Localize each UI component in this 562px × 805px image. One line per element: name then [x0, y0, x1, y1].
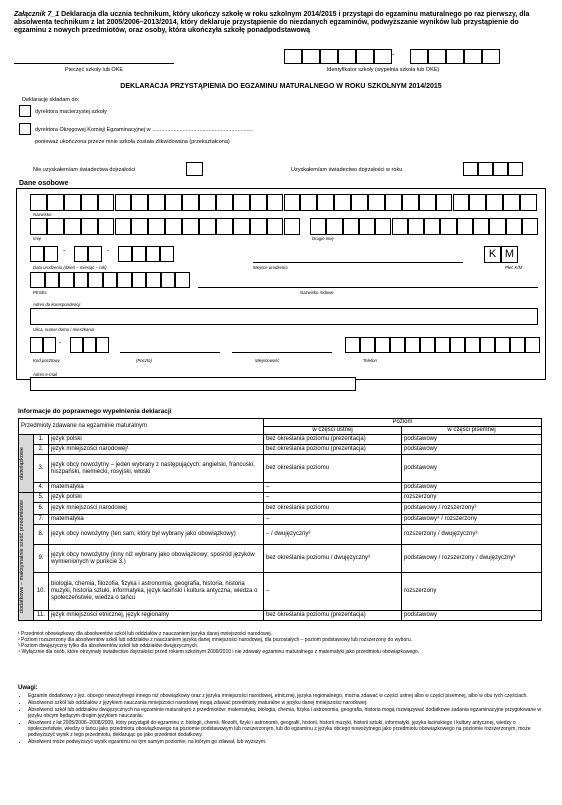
input-cell[interactable]	[469, 194, 486, 211]
input-cell[interactable]	[165, 218, 182, 235]
input-cell[interactable]	[428, 49, 446, 64]
input-cell[interactable]	[216, 218, 233, 235]
row-oral: bez określania poziomu	[264, 503, 402, 515]
sex-caption: Płeć K/M	[505, 265, 523, 270]
input-cell[interactable]	[98, 218, 115, 235]
input-cell[interactable]	[132, 246, 146, 262]
input-cell[interactable]	[182, 194, 199, 211]
input-cell[interactable]	[233, 218, 250, 235]
attachment-number: Załącznik 7_1	[14, 11, 60, 18]
attachment-header	[14, 11, 544, 35]
input-cell[interactable]	[493, 162, 508, 176]
row-number: 10.	[34, 573, 49, 611]
row-oral: – / dwujęzyczny³	[264, 525, 402, 545]
row-subject: język obcy nowożytny (inny niż wybrany jako obowiązkowy; spośród języków wymienionych w punkcie 3.)	[49, 545, 264, 573]
input-cell[interactable]	[216, 194, 233, 211]
option-oke-label: dyrektora Okręgowej Komisji Egzaminacyjnej w ..................................................................	[35, 127, 253, 133]
input-cell[interactable]	[506, 218, 522, 235]
input-cell[interactable]	[267, 218, 284, 235]
row-written: rozszerzony	[402, 573, 542, 611]
input-cell[interactable]	[385, 194, 402, 211]
input-cell[interactable]	[503, 194, 520, 211]
sex-k-box[interactable]: K	[484, 246, 501, 263]
option-home-school-checkbox[interactable]	[19, 105, 31, 117]
input-cell[interactable]	[457, 218, 473, 235]
sex-m-box[interactable]: M	[501, 246, 518, 263]
input-cell[interactable]	[525, 337, 540, 353]
input-cell[interactable]	[132, 272, 147, 288]
input-cell[interactable]	[390, 337, 405, 353]
input-cell[interactable]	[402, 194, 419, 211]
input-cell[interactable]	[118, 246, 132, 262]
input-cell[interactable]	[161, 272, 176, 288]
input-cell[interactable]	[59, 272, 74, 288]
option-home-school-label: dyrektora macierzystej szkoły	[35, 109, 107, 115]
row-oral: –	[264, 493, 402, 503]
row-number: 6.	[34, 503, 49, 515]
input-cell[interactable]	[199, 218, 216, 235]
row-subject: język polski	[49, 493, 264, 503]
input-cell[interactable]	[310, 218, 326, 235]
second-name-caption: Drugie imię	[312, 236, 334, 241]
notes	[18, 685, 543, 746]
row-subject: matematyka	[49, 483, 264, 493]
birth-dash-2: -	[107, 248, 110, 255]
submit-intro: Deklarację składam do:	[22, 97, 80, 103]
school-stamp-line	[14, 63, 174, 64]
row-oral: bez określania poziomu (prezentacja)	[264, 435, 402, 445]
input-cell[interactable]	[375, 218, 391, 235]
input-cell[interactable]	[453, 194, 470, 211]
input-cell[interactable]	[440, 218, 456, 235]
col-subjects-header: Przedmioty zdawane na egzaminie maturalnym	[19, 419, 264, 435]
col-written-header: w części pisemnej	[402, 427, 542, 435]
email-field[interactable]	[30, 377, 356, 391]
street-caption: Ulica, numer domu / mieszkania	[33, 327, 95, 332]
input-cell[interactable]	[88, 246, 102, 262]
input-cell[interactable]	[480, 337, 495, 353]
phone-caption: Telefon	[363, 358, 377, 363]
input-cell[interactable]	[343, 218, 359, 235]
input-cell[interactable]	[300, 194, 317, 211]
input-cell[interactable]	[30, 337, 43, 353]
note-item: • Egzamin dodatkowy z jęz. obcego nowożytnego innego niż obowiązkowy oraz z języka mniejszości narodowej, etnicznej, języka regionalnego, można zdawać w części ustnej albo w części pisemnej, albo w obu tych częściach.	[28, 693, 543, 699]
city-caption: Miejscowość	[255, 358, 280, 363]
input-cell[interactable]	[408, 218, 424, 235]
input-cell[interactable]	[30, 272, 45, 288]
footnote: ⁴ Wyłącznie dla osób, które otrzymały świadectwo dojrzałości przed rokiem szkolnym 2009/2010 i nie zdawały egzaminu maturalnego z matematyki jako przedmiotu obowiązkowego.	[18, 649, 420, 655]
row-subject: matematyka	[49, 515, 264, 525]
input-cell[interactable]	[436, 194, 453, 211]
postal-dash: -	[59, 340, 62, 347]
input-cell[interactable]	[482, 49, 500, 64]
email-caption: Adres e-mail	[33, 372, 58, 377]
post-office-line[interactable]	[120, 352, 220, 353]
row-subject: język mniejszości etnicznej, język regionalny	[49, 611, 264, 621]
footnote: ² Poziom rozszerzony dla absolwentów szkół lub oddziałów z nauczaniem języka danej mniejszości narodowej, dla pozostałych – poziom podstawowy lub rozszerzony do wyboru.	[18, 637, 413, 643]
input-cell[interactable]	[410, 49, 428, 64]
attachment-description: Deklaracja dla ucznia technikum, który ukończy szkołę w roku szkolnym 2014/2015 i przystąpi do egzaminu maturalnego po raz pierwszy, dla absolwenta technikum z lat 2005/2006–2013/2014, który deklaruje przystąpienie do niezdanych egzaminów, podwyższanie wyników lub przystąpienie do egzaminu z nowych przedmiotów, oraz osoby, która ukończyła szkołę ponadpodstawową	[14, 11, 530, 34]
input-cell[interactable]	[473, 218, 489, 235]
input-cell[interactable]	[446, 49, 464, 64]
input-cell[interactable]	[81, 194, 98, 211]
input-cell[interactable]	[464, 49, 482, 64]
pesel-caption: PESEL	[33, 290, 47, 295]
declaration-title: DEKLARACJA PRZYSTĄPIENIA DO EGZAMINU MATURALNEGO W ROKU SZKOLNYM 2014/2015	[120, 83, 442, 90]
input-cell[interactable]	[175, 272, 190, 288]
input-cell[interactable]	[486, 194, 503, 211]
input-cell[interactable]	[115, 194, 132, 211]
row-subject: język mniejszości narodowej¹	[49, 445, 264, 455]
input-cell[interactable]	[405, 337, 420, 353]
input-cell[interactable]	[520, 194, 537, 211]
birth-date-caption: Data urodzenia (dzień – miesiąc – rok)	[33, 265, 107, 270]
input-cell[interactable]	[88, 272, 103, 288]
col-oral-header: w części ustnej	[264, 427, 402, 435]
input-cell[interactable]	[522, 218, 538, 235]
row-number: 9.	[34, 545, 49, 573]
input-cell[interactable]	[64, 218, 81, 235]
row-number: 4.	[34, 483, 49, 493]
input-cell[interactable]	[284, 49, 302, 64]
input-cell[interactable]	[326, 218, 342, 235]
birth-place-line[interactable]	[253, 262, 463, 263]
input-cell[interactable]	[30, 246, 44, 262]
col-level-header: Poziom	[264, 419, 542, 427]
row-written: podstawowy	[402, 611, 542, 621]
input-cell[interactable]	[30, 218, 47, 235]
note-item: • Absolwent może podwyższyć wynik egzaminu na tym samym poziomie, na którym go zdawał, lub wyższym.	[28, 739, 543, 745]
group-additional	[19, 493, 34, 621]
input-cell[interactable]	[420, 337, 435, 353]
input-cell[interactable]	[47, 194, 64, 211]
input-cell[interactable]	[160, 246, 174, 262]
input-cell[interactable]	[131, 218, 148, 235]
input-cell[interactable]	[435, 337, 450, 353]
certificate-year-label: Uzyskałem/am świadectwo dojrzałości w roku	[291, 167, 403, 173]
no-certificate-label: Nie uzyskałem/am świadectwa dojrzałości	[33, 167, 136, 173]
input-cell[interactable]	[233, 194, 250, 211]
input-cell[interactable]	[70, 337, 83, 353]
input-cell[interactable]	[424, 218, 440, 235]
input-cell[interactable]	[96, 337, 109, 353]
input-cell[interactable]	[81, 218, 98, 235]
input-cell[interactable]	[510, 337, 525, 353]
row-subject: język mniejszości narodowej	[49, 503, 264, 515]
row-written: podstawowy⁴ / rozszerzony	[402, 515, 542, 525]
input-cell[interactable]	[267, 194, 284, 211]
option-oke-note: ponieważ ukończona przeze mnie szkoła została zlikwidowana (przekształcona)	[35, 139, 230, 145]
input-cell[interactable]	[465, 337, 480, 353]
row-number: 5.	[34, 493, 49, 503]
input-cell[interactable]	[359, 218, 375, 235]
row-written: rozszerzony / dwujęzyczny³	[402, 525, 542, 545]
row-number: 1.	[34, 435, 49, 445]
row-subject: język obcy nowożytny – jeden wybrany z następujących: angielski, francuski, hiszpański, niemiecki, rosyjski, włoski	[49, 455, 264, 483]
family-name-caption: Nazwisko rodowe	[300, 290, 334, 295]
footnotes	[18, 631, 543, 655]
note-item: • Absolwent z lat 2005/2006–2008/2009, który przystąpił do egzaminu z: biologii, chemii, filozofii, fizyki i astronomii, geografii, historii, historii muzyki, historii sztuki, informatyki, języka łacińskiego i kultury antycznej, wiedzy o społeczeństwie, wiedzy o tańcu jako przedmiotu obowiązkowego na poziomie podstawowym lub rozszerzonym, lub do egzaminu z języka obcego nowożytnego jako przedmiotu obowiązkowego na poziomie rozszerzonym, może podwyższyć wynik z tego przedmiotu, deklarując go jako przedmiot dodatkowy.	[28, 720, 543, 738]
row-oral: bez określania poziomu (prezentacja)	[264, 445, 402, 455]
first-name-caption: Imię	[33, 236, 42, 241]
row-written: podstawowy	[402, 445, 542, 455]
input-cell[interactable]	[165, 194, 182, 211]
row-number: 2.	[34, 445, 49, 455]
address-caption: Adres do korespondencji	[33, 302, 81, 307]
input-cell[interactable]	[64, 194, 81, 211]
input-cell[interactable]	[284, 218, 301, 235]
row-number: 3.	[34, 455, 49, 483]
input-cell[interactable]	[30, 194, 47, 211]
input-cell[interactable]	[146, 272, 161, 288]
input-cell[interactable]	[250, 194, 267, 211]
input-cell[interactable]	[115, 218, 132, 235]
note-item: • Absolwenci szkół lub oddziałów z językiem nauczania mniejszości narodowej mogą zdawać przedmioty maturalne w języku danej mniejszości narodowej.	[28, 700, 543, 706]
input-cell[interactable]	[374, 49, 395, 64]
input-cell[interactable]	[368, 194, 385, 211]
option-oke-checkbox[interactable]	[19, 123, 31, 135]
input-cell[interactable]	[117, 272, 132, 288]
input-cell[interactable]	[351, 194, 368, 211]
row-oral: –	[264, 573, 402, 611]
notes-heading: Uwagi:	[18, 685, 38, 691]
birth-place-caption: Miejsce urodzenia	[253, 265, 288, 270]
input-cell[interactable]	[74, 246, 88, 262]
row-number: 11.	[34, 611, 49, 621]
input-cell[interactable]	[334, 194, 351, 211]
row-oral: bez określania poziomu (prezentacja)	[264, 611, 402, 621]
school-id-label: Identyfikator szkoły (wypełnia szkoła lub OKE)	[326, 67, 440, 73]
row-written: podstawowy	[402, 435, 542, 445]
input-cell[interactable]	[103, 272, 118, 288]
row-written: podstawowy	[402, 455, 542, 483]
input-cell[interactable]	[47, 218, 64, 235]
postal-caption: Kod pocztowy	[33, 358, 60, 363]
row-subject: język obcy nowożytny (ten sam, który był wybrany jako obowiązkowy)	[49, 525, 264, 545]
input-cell[interactable]	[419, 194, 436, 211]
input-cell[interactable]	[495, 337, 510, 353]
row-written: podstawowy / rozszerzony²	[402, 503, 542, 515]
input-cell[interactable]	[302, 49, 320, 64]
group-mandatory-label: obowiązkowe	[19, 446, 25, 481]
row-subject: biologia, chemia, filozofia, fizyka i astronomia, geografia, historia, historia muzyki, historia sztuki, informatyka, język łaciński i kultura antyczna, wiedza o społeczeństwie, wiedza o tańcu	[49, 573, 264, 611]
input-cell[interactable]	[338, 49, 356, 64]
input-cell[interactable]	[131, 194, 148, 211]
input-cell[interactable]	[489, 218, 505, 235]
input-cell[interactable]	[250, 218, 267, 235]
post-office-caption: (Poczta)	[136, 358, 152, 363]
family-name-line[interactable]	[198, 287, 538, 288]
personal-data-heading: Dane osobowe	[19, 180, 69, 187]
input-cell[interactable]	[375, 337, 390, 353]
city-line[interactable]	[232, 352, 332, 353]
row-oral: –	[264, 515, 402, 525]
input-cell[interactable]	[148, 194, 165, 211]
input-cell[interactable]	[74, 272, 89, 288]
row-oral: –	[264, 483, 402, 493]
subjects-table	[18, 418, 542, 621]
input-cell[interactable]	[450, 337, 465, 353]
row-oral: bez określania poziomu / dwujęzyczny³	[264, 545, 402, 573]
note-item: • Absolwenci szkół lub oddziałów dwujęzycznych na egzaminie maturalnym z przedmiotów: matematyka, biologia, chemia, fizyka i astronomia, geografia, historia mogą rozwiązywać dodatkowe zadania egzaminacyjne przygotowane w języku obcym będącym drugim językiem nauczania.	[28, 707, 543, 719]
input-cell[interactable]	[45, 272, 60, 288]
input-cell[interactable]	[317, 194, 334, 211]
input-cell[interactable]	[360, 337, 375, 353]
input-cell[interactable]	[345, 337, 360, 353]
school-stamp-label[interactable]: Pieczęć szkoły lub OKE	[64, 67, 124, 73]
group-mandatory	[19, 435, 34, 493]
input-cell[interactable]	[320, 49, 338, 64]
surname-caption: Nazwisko	[33, 212, 52, 217]
row-number: 8.	[34, 525, 49, 545]
input-cell[interactable]	[44, 246, 58, 262]
row-subject: język polski	[49, 435, 264, 445]
row-written: rozszerzony	[402, 493, 542, 503]
no-certificate-checkbox[interactable]	[186, 162, 203, 176]
input-cell[interactable]	[478, 162, 493, 176]
input-cell[interactable]	[392, 218, 408, 235]
input-cell[interactable]	[508, 162, 523, 176]
row-written: podstawowy	[402, 483, 542, 493]
row-oral: bez określania poziomu	[264, 455, 402, 483]
footnote: ³ Poziom dwujęzyczny tylko dla absolwentów szkół lub oddziałów dwujęzycznych.	[18, 643, 199, 649]
street-field[interactable]	[30, 308, 538, 325]
row-number: 7.	[34, 515, 49, 525]
input-cell[interactable]	[182, 218, 199, 235]
row-written: podstawowy / rozszerzony / dwujęzyczny³	[402, 545, 542, 573]
info-heading: Informacje do poprawnego wypełnienia deklaracji	[18, 408, 172, 415]
input-cell[interactable]	[98, 194, 115, 211]
birth-dash-1: -	[63, 248, 66, 255]
input-cell[interactable]	[284, 194, 301, 211]
input-cell[interactable]	[43, 337, 56, 353]
footnote: ¹ Przedmiot obowiązkowy dla absolwentów szkół lub oddziałów z nauczaniem języka danej mniejszości narodowej.	[18, 631, 273, 637]
input-cell[interactable]	[199, 194, 216, 211]
input-cell[interactable]	[148, 218, 165, 235]
group-additional-label: dodatkowe – maksymalnie sześć przedmiotów	[19, 499, 25, 614]
input-cell[interactable]	[146, 246, 160, 262]
school-id-dash: -	[392, 52, 395, 59]
input-cell[interactable]	[463, 162, 478, 176]
input-cell[interactable]	[356, 49, 374, 64]
input-cell[interactable]	[83, 337, 96, 353]
